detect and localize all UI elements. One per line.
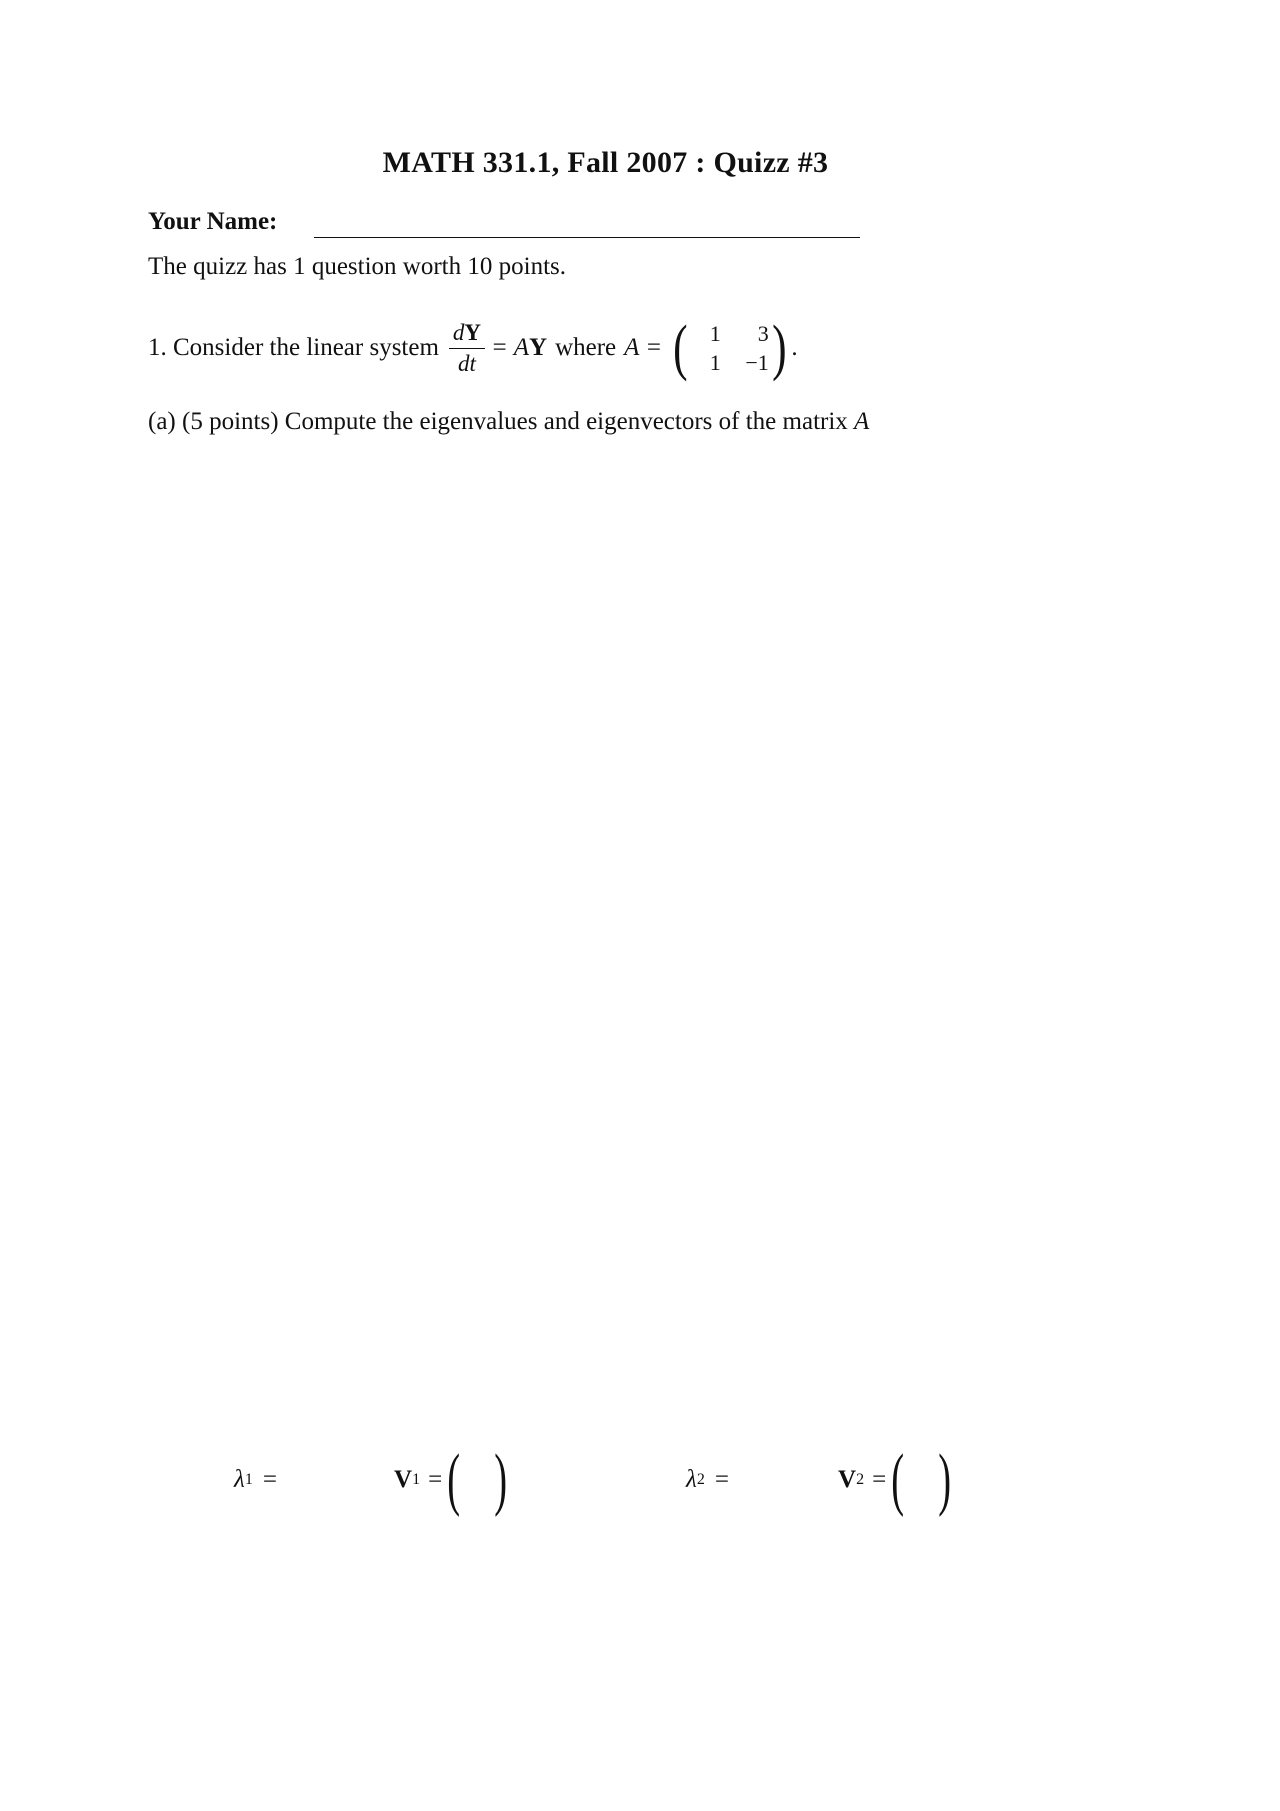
matrix-cell: 1 (709, 320, 721, 346)
where-word: where (555, 334, 617, 361)
name-label: Your Name: (148, 208, 278, 235)
lambda2-answer (686, 1445, 729, 1515)
v1-left-paren: ( (447, 1441, 461, 1518)
quiz-intro: The quizz has 1 question worth 10 points. (148, 253, 566, 280)
lambda1-answer (234, 1445, 277, 1515)
lambda1-symbol: λ (234, 1466, 245, 1493)
part-a (148, 408, 869, 436)
v2-right-paren: ) (938, 1441, 952, 1518)
derivative-fraction (449, 320, 485, 377)
right-paren: ) (771, 314, 787, 382)
matrix-A (670, 314, 789, 382)
lambda2-sub: 2 (696, 1471, 705, 1488)
equation-rhs-a: = A (491, 334, 529, 361)
matrix-cell: 1 (709, 349, 721, 375)
frac-Y: Y (464, 319, 482, 345)
frac-d: d (452, 319, 465, 345)
lambda1-eq: = (262, 1466, 277, 1493)
question-1 (148, 308, 798, 388)
page-title: MATH 331.1, Fall 2007 : Quizz #3 (382, 146, 829, 179)
v1-sub: 1 (412, 1471, 421, 1488)
v2-left-paren: ( (891, 1441, 905, 1518)
v2-sub: 2 (856, 1471, 865, 1488)
matrix-cell: 3 (757, 320, 769, 346)
v1-eq: = (428, 1466, 443, 1493)
lambda1-sub: 1 (244, 1471, 253, 1488)
question-1-prefix: 1. Consider the linear system (148, 334, 439, 361)
v2-eq: = (872, 1466, 887, 1493)
equation-rhs-y: Y (529, 334, 548, 361)
trailing-period: . (791, 334, 798, 361)
v1-symbol: V (394, 1466, 413, 1493)
matrix-cell: −1 (745, 349, 769, 375)
lambda2-eq: = (714, 1466, 729, 1493)
v1-right-paren: ) (494, 1441, 508, 1518)
part-a-var: A (854, 408, 870, 435)
lambda2-symbol: λ (686, 1466, 697, 1493)
matrix-name: A = (624, 334, 663, 361)
frac-denominator: dt (458, 350, 476, 376)
v2-symbol: V (838, 1466, 857, 1493)
left-paren: ( (673, 314, 688, 382)
name-input-line[interactable] (314, 237, 860, 238)
v1-answer (394, 1441, 513, 1518)
v2-answer (838, 1441, 957, 1518)
part-a-label: (a) (5 points) Compute the eigenvalues and eigenvectors of the matrix (148, 408, 848, 435)
